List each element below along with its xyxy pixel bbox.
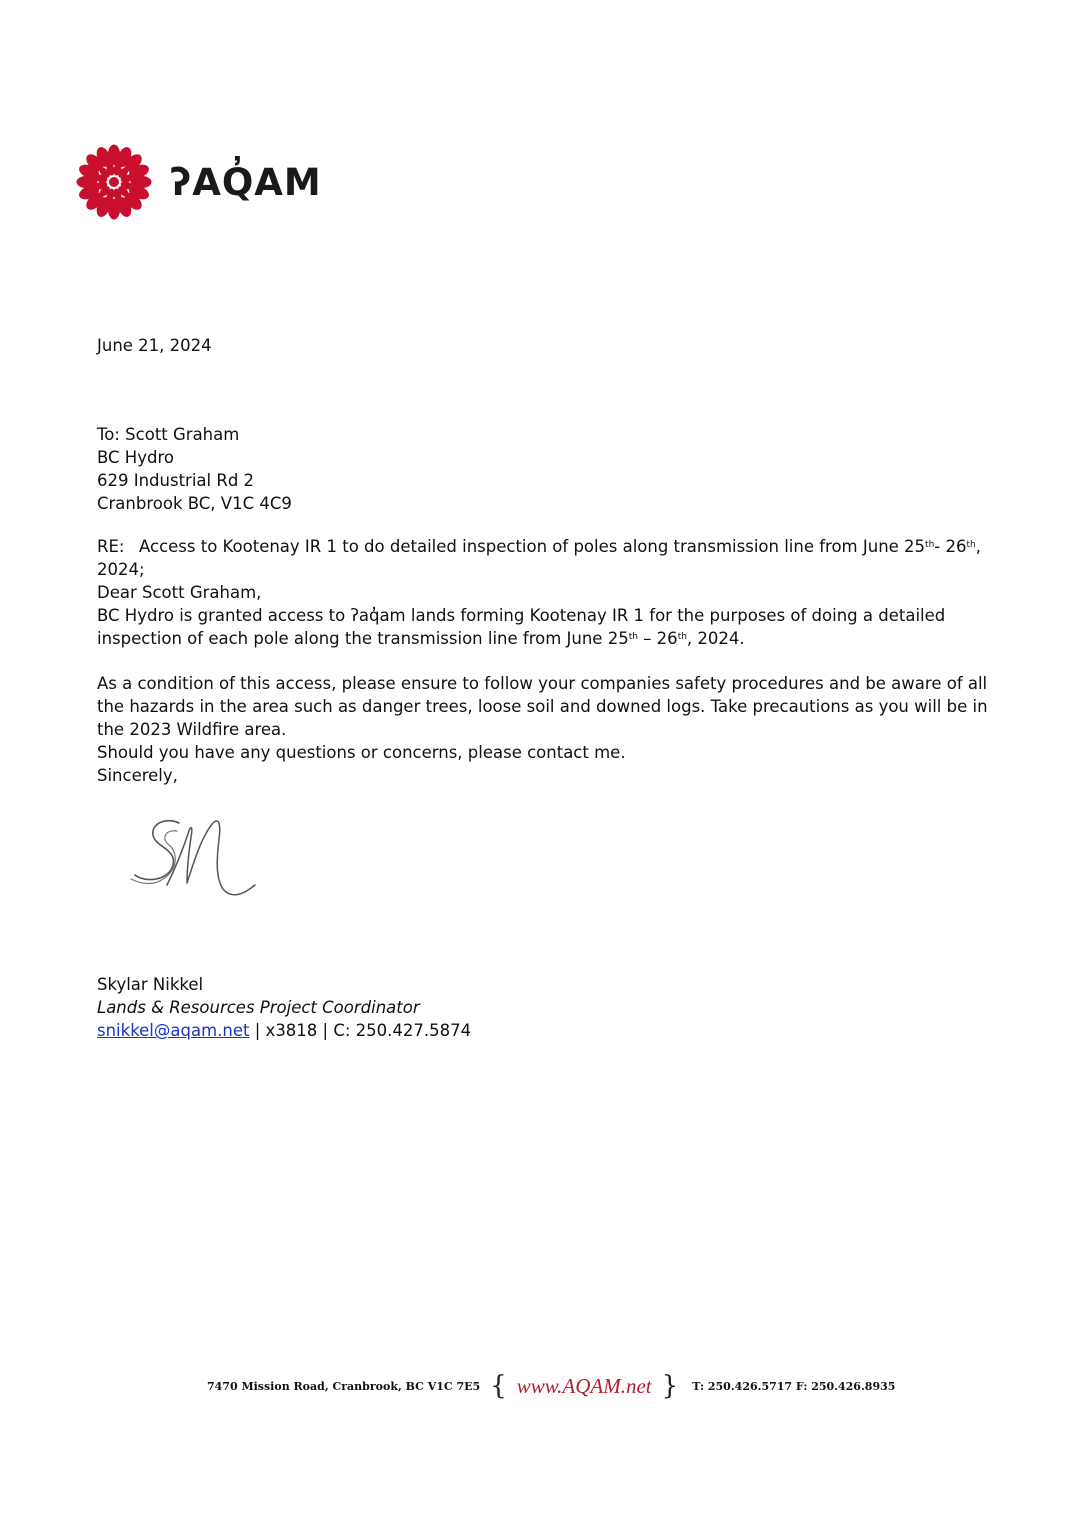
letterhead-footer [207,1371,895,1401]
logo-center [109,177,119,187]
subject-label: RE: [97,537,125,556]
handwritten-signature-icon [127,809,267,909]
flower-logo-icon [74,142,154,222]
paragraph-text: – 26 [637,629,678,648]
signer-title: Lands & Resources Project Coordinator [97,998,420,1017]
subject-line [97,535,997,581]
superscript: th [966,540,976,550]
recipient-line: Cranbrook BC, V1C 4C9 [97,494,292,513]
signer-email-link[interactable]: snikkel@aqam.net [97,1021,250,1040]
paragraph-line: inspection of each pole along the transmission line from June 25 [97,629,629,648]
paragraph-line: the 2023 Wildfire area. [97,720,287,739]
recipient-line: BC Hydro [97,448,174,467]
subject-text: , [975,537,981,556]
paragraph-text: , 2024. [686,629,745,648]
signer-contact: | x3818 | C: 250.427.5874 [249,1021,472,1040]
letter-date: June 21, 2024 [97,336,212,355]
superscript: th [628,632,638,642]
superscript: th [925,540,935,550]
footer-brace-close: } [661,1371,679,1401]
superscript: th [677,632,687,642]
recipient-line: To: Scott Graham [97,425,240,444]
signer-block [97,973,997,1042]
paragraph-access [97,604,997,650]
subject-text: 2024; [97,560,145,579]
footer-address: 7470 Mission Road, Cranbrook, BC V1C 7E5 [207,1379,481,1393]
paragraph-line: the hazards in the area such as danger trees, loose soil and downed logs. Take precautions as you will be in [97,697,988,716]
signer-name: Skylar Nikkel [97,975,204,994]
letter-body [97,334,997,1042]
paragraph-contact: Should you have any questions or concerns, please contact me. [97,743,626,762]
footer-brace-open: { [490,1371,507,1401]
subject-text: Access to Kootenay IR 1 to do detailed inspection of poles along transmission line from June 25 [139,537,926,556]
footer-phone: T: 250.426.5717 F: 250.426.8935 [692,1379,896,1393]
brand-wordmark: ʔAQ̓AM [170,160,322,204]
paragraph-line: BC Hydro is granted access to ʔaq̓am lands forming Kootenay IR 1 for the purposes of doing a detailed [97,606,946,625]
closing: Sincerely, [97,766,178,785]
salutation: Dear Scott Graham, [97,583,262,602]
recipient-address [97,423,997,515]
subject-text: - 26 [934,537,967,556]
paragraph-line: As a condition of this access, please ensure to follow your companies safety procedures and be aware of all [97,674,988,693]
brand-logo [74,142,322,222]
paragraph-conditions [97,672,997,741]
footer-website: www.AQAM.net [516,1373,652,1398]
recipient-line: 629 Industrial Rd 2 [97,471,255,490]
